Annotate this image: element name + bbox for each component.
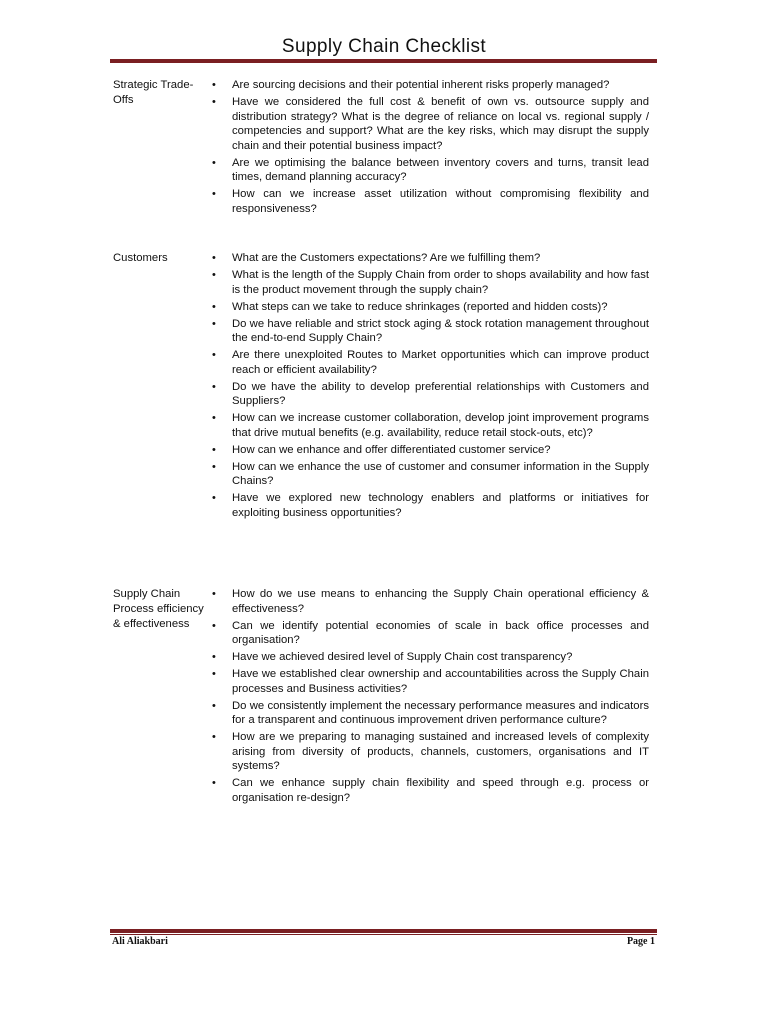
- checklist-item-text: How can we increase asset utilization without compromising flexibility and responsiveness?: [232, 188, 649, 215]
- bullet-icon: •: [212, 492, 216, 505]
- checklist-item-text: How can we enhance and offer differentiated customer service?: [232, 443, 551, 456]
- document-title: Supply Chain Checklist: [281, 36, 487, 57]
- bullet-icon: •: [212, 460, 216, 473]
- page-number: Page 1: [626, 936, 655, 947]
- bullet-icon: •: [212, 443, 216, 456]
- title-divider: [110, 59, 657, 63]
- checklist-item: [209, 411, 649, 440]
- bullet-icon: •: [212, 188, 216, 201]
- checklist-item-text: Can we identify potential economies of scale in back office processes and organisation?: [232, 619, 649, 647]
- checklist-item: [209, 95, 649, 153]
- footer-divider: [110, 929, 657, 933]
- checklist-item-text: What are the Customers expectations? Are we fulfilling them?: [232, 252, 541, 264]
- checklist-item: [209, 348, 649, 377]
- bullet-icon: •: [212, 268, 216, 281]
- checklist-item-text: What is the length of the Supply Chain from order to shops availability and how fast is the product movement through the supply chain?: [232, 268, 649, 296]
- footer-divider-thin: [110, 934, 657, 935]
- checklist-item: [209, 380, 649, 409]
- checklist-item: [209, 460, 649, 489]
- checklist-item: [209, 491, 649, 520]
- checklist-item: [209, 587, 649, 616]
- checklist-item-text: How can we enhance the use of customer and consumer information in the Supply Chains?: [232, 460, 649, 488]
- checklist-item: [209, 776, 649, 805]
- checklist-item: [209, 78, 649, 93]
- bullet-icon: •: [212, 156, 216, 169]
- checklist-item: [209, 156, 649, 185]
- checklist-item: [209, 317, 649, 346]
- bullet-icon: •: [212, 349, 216, 362]
- checklist-item-text: Have we considered the full cost & benefit of own vs. outsource supply and distribution strategy? What is the degree of reliance on local vs. regional supply / competencies and support? What are the key risks, which may disrupt the supply chain and their potential business impact?: [232, 95, 649, 152]
- checklist: [209, 78, 649, 219]
- footer-author: Ali Aliakbari: [112, 936, 168, 947]
- bullet-icon: •: [212, 619, 216, 632]
- checklist-item: [209, 251, 649, 266]
- checklist-item-text: How are we preparing to managing sustained and increased levels of complexity arising from diversity of products, channels, customers, organisations and IT systems?: [232, 731, 649, 773]
- checklist-item: [209, 300, 649, 315]
- checklist-item-text: Can we enhance supply chain flexibility and speed through e.g. process or organisation re-design?: [232, 777, 649, 805]
- bullet-icon: •: [212, 380, 216, 393]
- checklist-item-text: Have we established clear ownership and accountabilities across the Supply Chain processes and Business activities?: [232, 668, 649, 695]
- checklist-item-text: Do we have the ability to develop preferential relationships with Customers and Suppliers?: [232, 380, 649, 408]
- checklist-item-text: Have we explored new technology enablers and platforms or initiatives for exploiting business opportunities?: [232, 492, 649, 520]
- bullet-icon: •: [212, 95, 216, 108]
- checklist-item: [209, 650, 649, 665]
- checklist-item: [209, 268, 649, 297]
- checklist: [209, 587, 649, 808]
- bullet-icon: •: [212, 668, 216, 681]
- section-label: Customers: [113, 252, 168, 264]
- bullet-icon: •: [212, 252, 216, 264]
- bullet-icon: •: [212, 412, 216, 425]
- checklist: [209, 251, 649, 523]
- checklist-item: [209, 699, 649, 728]
- checklist-item-text: Have we achieved desired level of Supply Chain cost transparency?: [232, 651, 573, 664]
- checklist-item: [209, 619, 649, 648]
- checklist-item: [209, 730, 649, 774]
- checklist-item: [209, 187, 649, 216]
- checklist-item-text: Are there unexploited Routes to Market opportunities which can improve product reach or efficient availability?: [232, 349, 649, 376]
- bullet-icon: •: [212, 588, 216, 600]
- checklist-item-text: How can we increase customer collaboration, develop joint improvement programs that drive mutual benefits (e.g. availability, reduce retail stock-outs, etc)?: [232, 412, 649, 439]
- checklist-item-text: Are we optimising the balance between inventory covers and turns, transit lead times, demand planning accuracy?: [232, 156, 649, 184]
- checklist-item: [209, 667, 649, 696]
- bullet-icon: •: [212, 651, 216, 664]
- checklist-item-text: Do we have reliable and strict stock aging & stock rotation management throughout the end-to-end Supply Chain?: [232, 317, 649, 345]
- bullet-icon: •: [212, 300, 216, 313]
- checklist-item-text: Are sourcing decisions and their potential inherent risks properly managed?: [232, 79, 610, 91]
- section-label: Supply Chain Process efficiency & effectiveness: [113, 588, 204, 630]
- bullet-icon: •: [212, 79, 216, 91]
- checklist-item-text: How do we use means to enhancing the Supply Chain operational efficiency & effectiveness?: [232, 588, 649, 615]
- bullet-icon: •: [212, 777, 216, 790]
- checklist-item-text: What steps can we take to reduce shrinkages (reported and hidden costs)?: [232, 300, 608, 313]
- bullet-icon: •: [212, 731, 216, 744]
- checklist-item: [209, 443, 649, 458]
- bullet-icon: •: [212, 317, 216, 330]
- checklist-item-text: Do we consistently implement the necessary performance measures and indicators for a transparent and continuous improvement driven performance culture?: [232, 699, 649, 727]
- bullet-icon: •: [212, 699, 216, 712]
- section-label: Strategic Trade-Offs: [113, 79, 194, 106]
